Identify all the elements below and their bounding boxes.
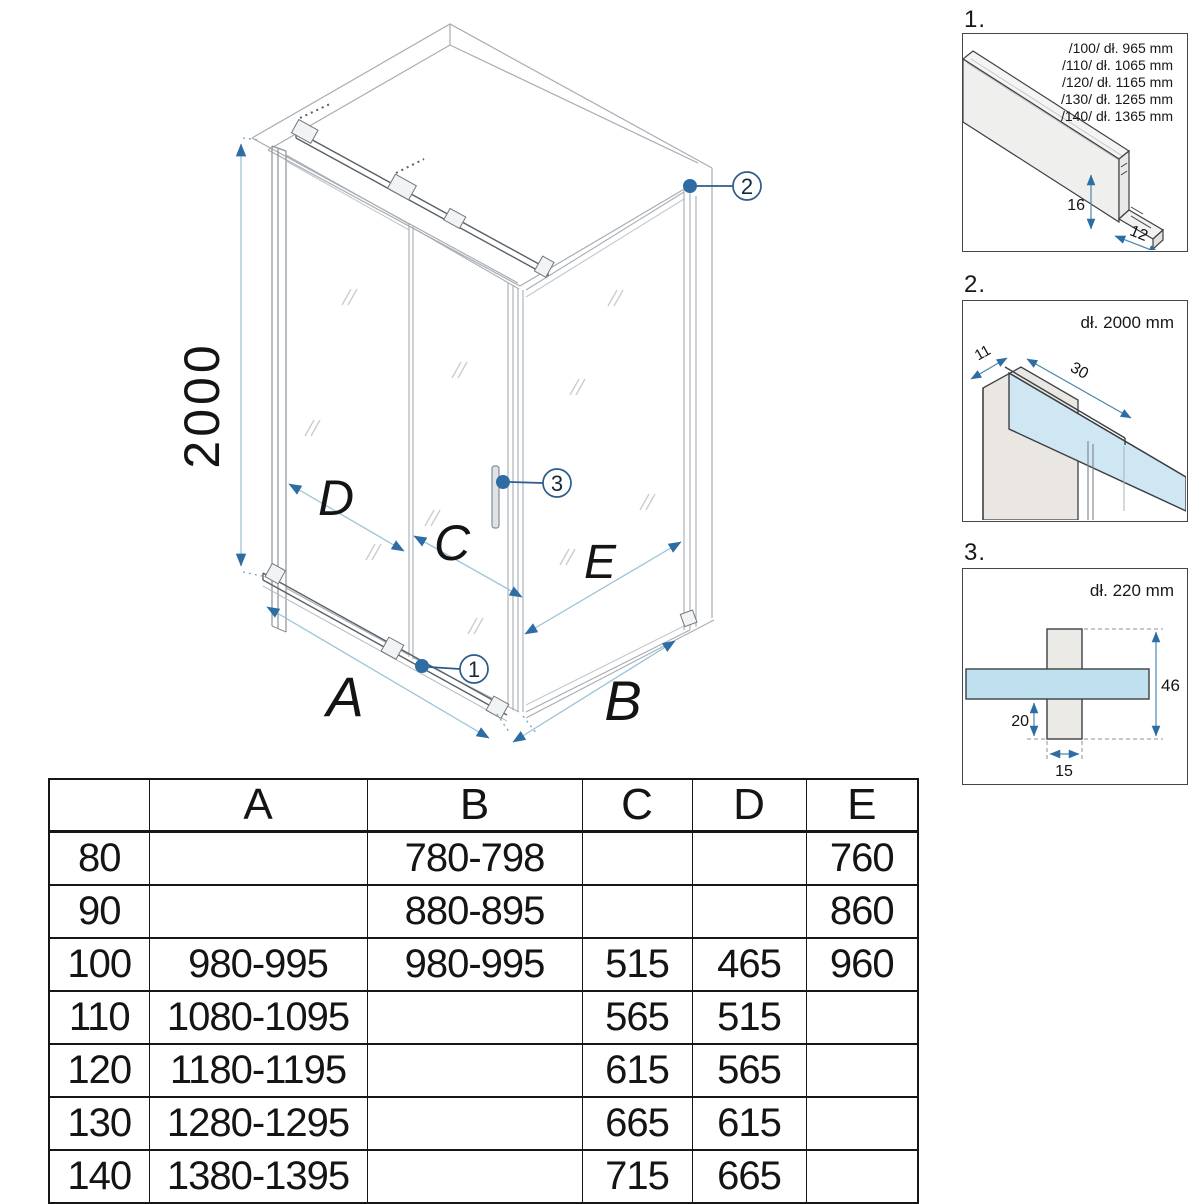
detail-2-length: dł. 2000 mm: [1080, 313, 1174, 332]
glass-panels: [286, 155, 714, 718]
callout-2: [683, 172, 761, 200]
table-cell: [582, 885, 692, 938]
table-cell: [367, 991, 582, 1044]
detail-3-box: [962, 568, 1188, 785]
table-row: [49, 1044, 918, 1097]
wall-profile-left: [272, 146, 286, 632]
top-rail: [292, 104, 555, 277]
detail-3-length: dł. 220 mm: [1089, 581, 1174, 600]
table-row: [49, 1150, 918, 1203]
detail-3-index: 3.: [964, 539, 987, 566]
detail-2-drawing: [963, 301, 1186, 520]
door-handle: [492, 466, 499, 528]
rail-length-110: /110/ dł. 1065 mm: [1061, 57, 1173, 73]
table-row: [49, 991, 918, 1044]
table-cell: 515: [582, 938, 692, 991]
rail-length-120: /120/ dł. 1165 mm: [1061, 74, 1173, 90]
glass-bar-section: [966, 669, 1149, 699]
table-cell: 665: [692, 1150, 806, 1203]
table-header-c: C: [582, 779, 692, 832]
table-cell: 715: [582, 1150, 692, 1203]
ceiling-outline: [252, 24, 712, 618]
dim-label-b: B: [604, 669, 642, 732]
table-cell: [367, 1097, 582, 1150]
table-cell: 1280-1295: [149, 1097, 367, 1150]
rail-length-100: /100/ dł. 965 mm: [1068, 40, 1173, 56]
detail-1-dim-height: 16: [1067, 197, 1085, 214]
callout-2-number: 2: [740, 174, 754, 199]
detail-1-dim-depth: 12: [1127, 222, 1151, 246]
table-cell: 110: [49, 991, 149, 1044]
dim-label-c: C: [433, 515, 471, 571]
dim-label-d: D: [317, 470, 355, 526]
table-header-b: B: [367, 779, 582, 832]
dim-line-11: [971, 358, 1007, 379]
callout-3-number: 3: [550, 471, 564, 496]
table-cell: [367, 1044, 582, 1097]
height-dim-label: 2000: [174, 341, 230, 469]
table-cell: 120: [49, 1044, 149, 1097]
table-header-a: A: [149, 779, 367, 832]
rail-length-list: [1061, 40, 1173, 124]
table-cell: 980-995: [149, 938, 367, 991]
detail-3-dim-total: 46: [1161, 676, 1180, 695]
table-cell: [692, 885, 806, 938]
table-cell: 80: [49, 832, 149, 886]
detail-1-index: 1.: [964, 6, 987, 33]
table-cell: 760: [806, 832, 918, 886]
table-header-size: [49, 779, 149, 832]
table-cell: 100: [49, 938, 149, 991]
table-cell: 780-798: [367, 832, 582, 886]
callout-1-number: 1: [467, 657, 481, 682]
dimension-table: [48, 778, 919, 1204]
table-cell: 615: [692, 1097, 806, 1150]
table-cell: 140: [49, 1150, 149, 1203]
table-cell: 90: [49, 885, 149, 938]
callout-3: [496, 469, 571, 497]
rail-length-130: /130/ dł. 1265 mm: [1060, 91, 1173, 107]
table-cell: 465: [692, 938, 806, 991]
table-cell: [692, 832, 806, 886]
table-cell: 615: [582, 1044, 692, 1097]
detail-3-drawing: [963, 569, 1186, 783]
dim-label-a: A: [326, 665, 364, 728]
callout-1: [415, 655, 488, 683]
table-cell: 1180-1195: [149, 1044, 367, 1097]
table-cell: 565: [692, 1044, 806, 1097]
table-cell: 130: [49, 1097, 149, 1150]
table-row: [49, 885, 918, 938]
table-cell: 1080-1095: [149, 991, 367, 1044]
table-cell: 1380-1395: [149, 1150, 367, 1203]
table-row: [49, 1097, 918, 1150]
detail-2-index: 2.: [964, 271, 987, 298]
detail-3-dim-width: 15: [1055, 763, 1073, 780]
table-cell: [582, 832, 692, 886]
table-row: [49, 832, 918, 886]
table-cell: [149, 885, 367, 938]
table-cell: [806, 991, 918, 1044]
table-cell: [806, 1044, 918, 1097]
table-cell: 515: [692, 991, 806, 1044]
table-cell: 960: [806, 938, 918, 991]
detail-3-dim-lower: 20: [1011, 713, 1029, 730]
rail-length-140: /140/ dł. 1365 mm: [1060, 108, 1173, 124]
table-cell: [149, 832, 367, 886]
detail-1-drawing: [963, 34, 1186, 250]
detail-1-box: [962, 33, 1188, 252]
table-cell: 665: [582, 1097, 692, 1150]
detail-2-dim-channel: 30: [1067, 359, 1092, 383]
detail-2-dim-wall: 11: [971, 341, 994, 365]
table-cell: [806, 1097, 918, 1150]
table-cell: 565: [582, 991, 692, 1044]
table-header-d: D: [692, 779, 806, 832]
table-cell: 880-895: [367, 885, 582, 938]
table-cell: 860: [806, 885, 918, 938]
table-cell: 980-995: [367, 938, 582, 991]
table-header-row: [49, 779, 918, 832]
detail-2-box: [962, 300, 1188, 522]
dim-label-e: E: [583, 536, 617, 589]
table-row: [49, 938, 918, 991]
table-header-e: E: [806, 779, 918, 832]
table-cell: [806, 1150, 918, 1203]
table-cell: [367, 1150, 582, 1203]
